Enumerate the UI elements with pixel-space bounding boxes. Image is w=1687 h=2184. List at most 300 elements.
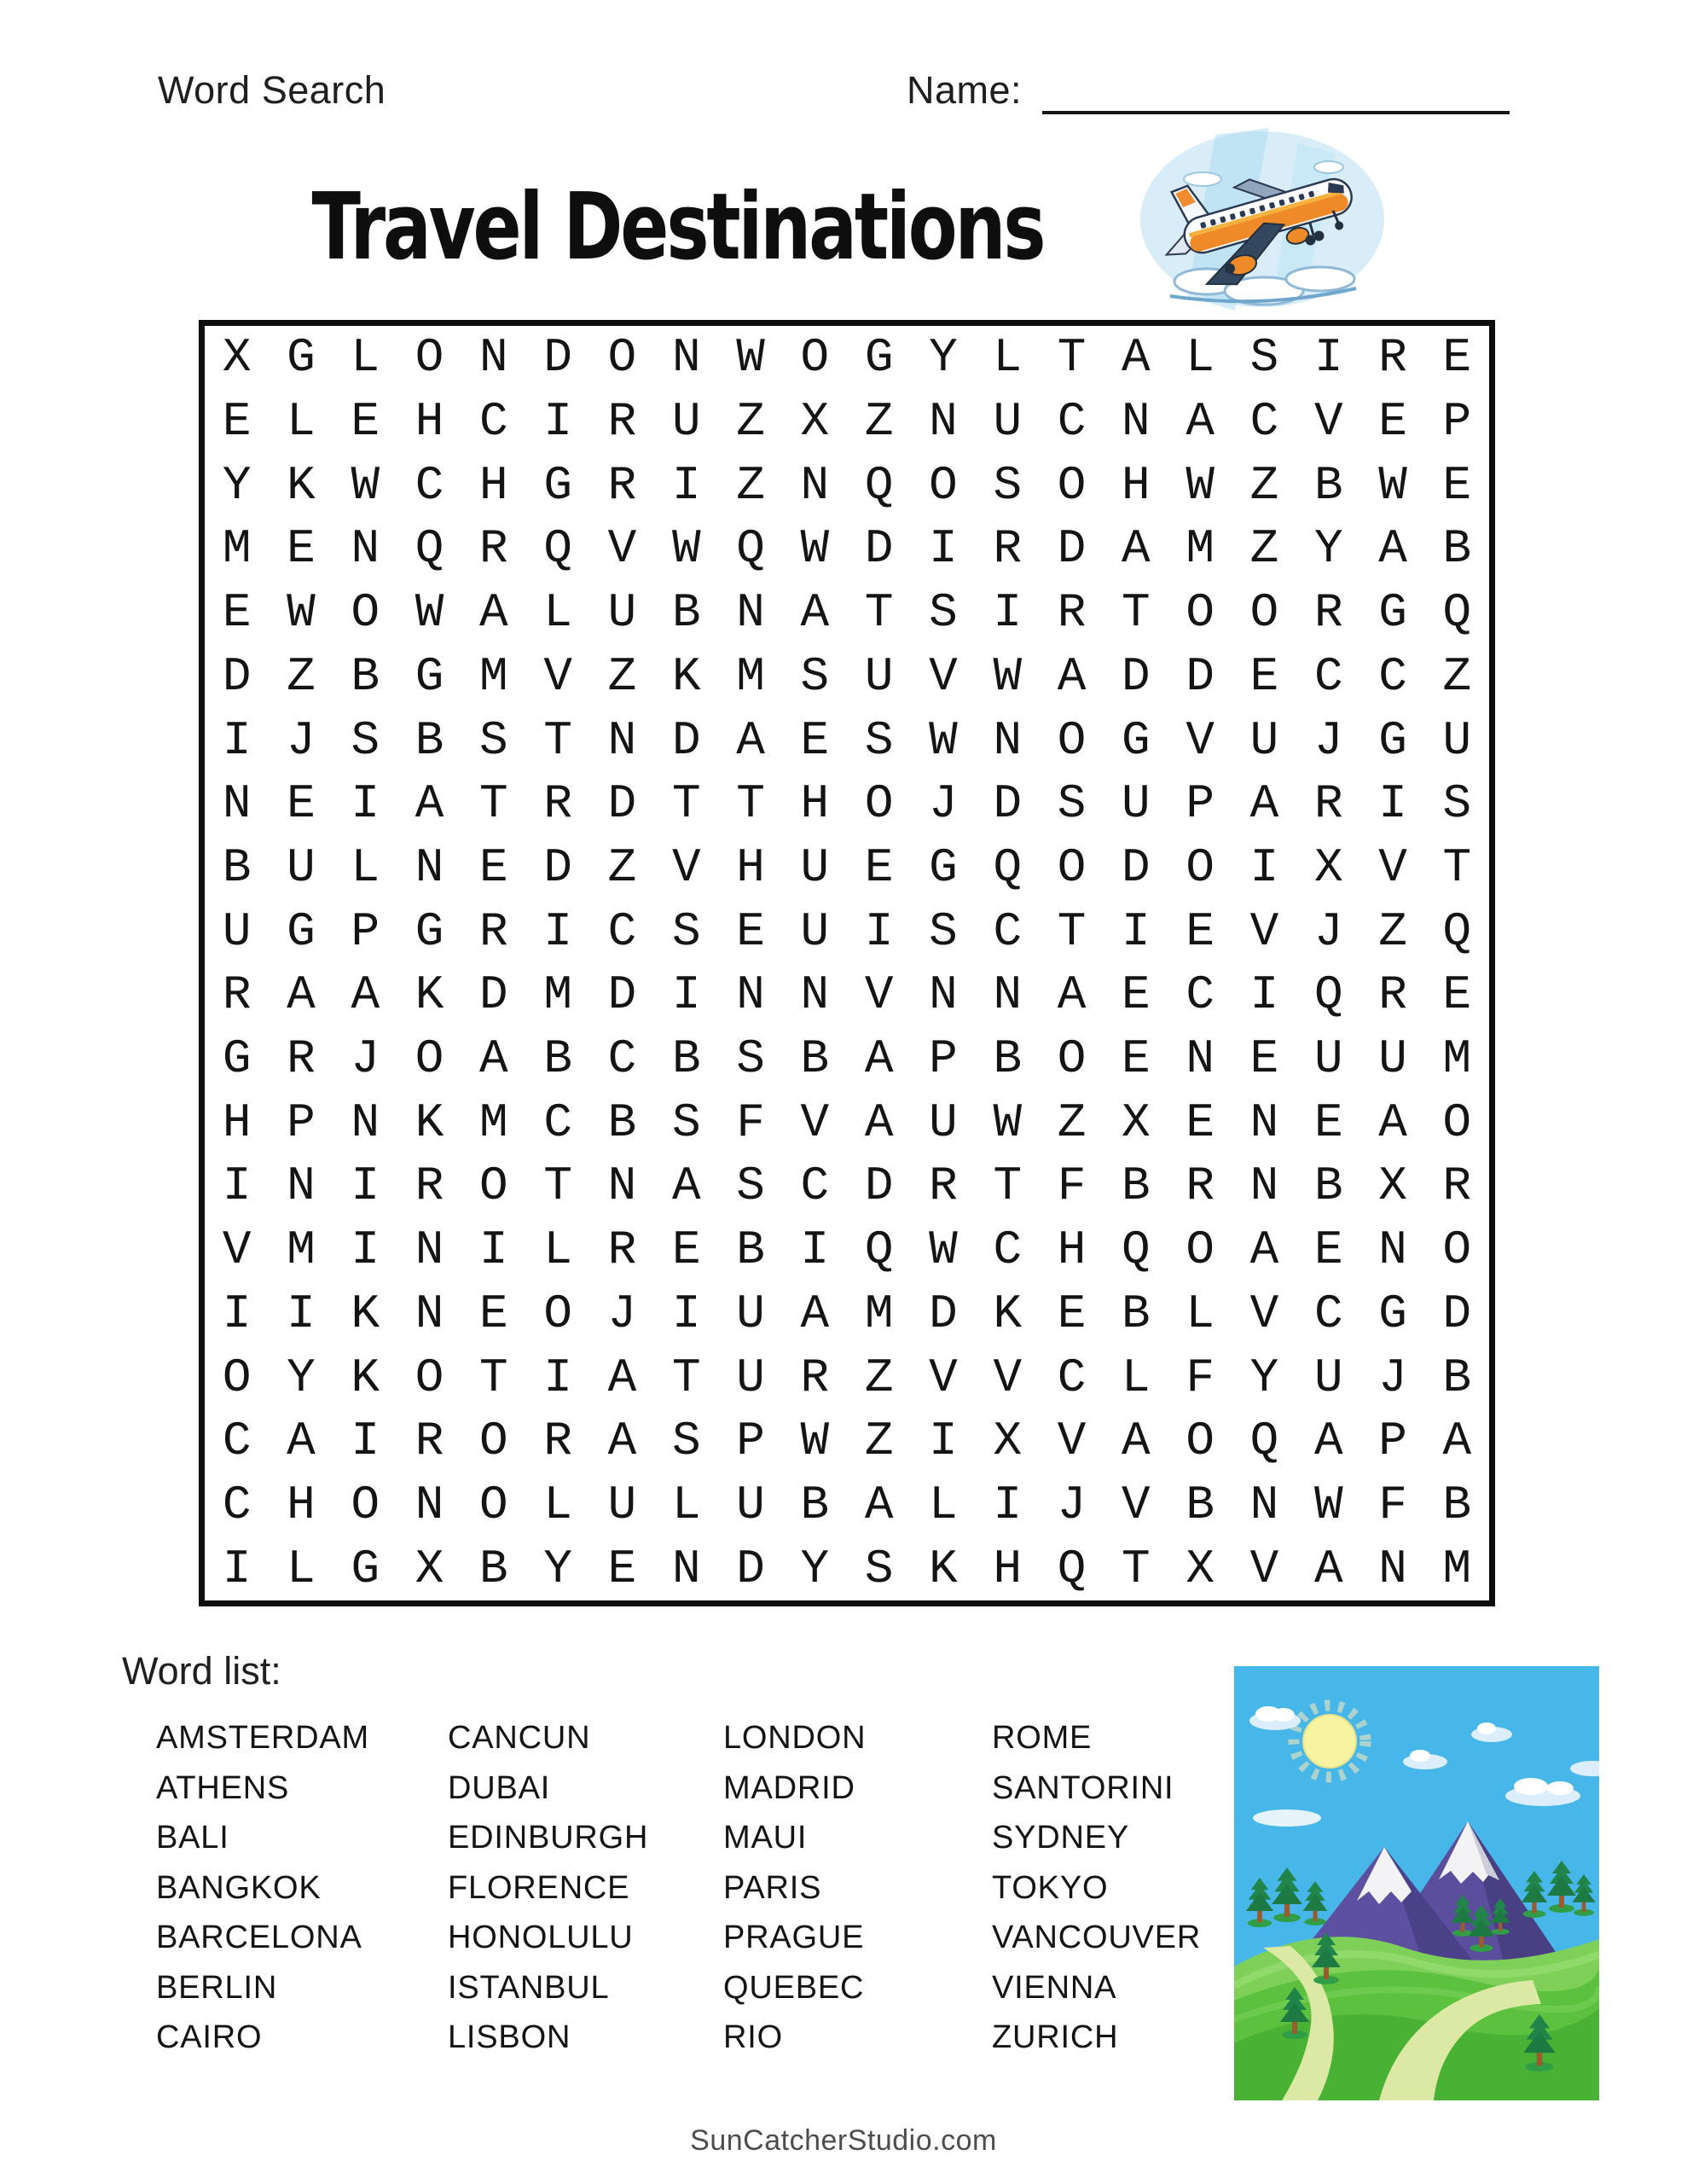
grid-cell: E [1442, 330, 1472, 386]
grid-cell: R [415, 1414, 444, 1469]
word-item: ATHENS [156, 1769, 290, 1806]
grid-cell: C [1378, 648, 1407, 704]
grid-cell: E [1249, 1031, 1279, 1087]
grid-cell: Z [607, 648, 637, 704]
grid-cell: E [607, 1541, 637, 1596]
word-list-column [448, 1713, 648, 2063]
grid-cell: C [1057, 394, 1087, 450]
grid-cell: V [1249, 903, 1279, 959]
grid-cell: S [1057, 776, 1087, 832]
grid-cell: D [671, 712, 701, 768]
grid-cell: N [287, 1159, 316, 1214]
grid-cell: E [351, 394, 380, 450]
grid-cell: C [993, 1223, 1023, 1278]
word-item: MADRID [723, 1769, 855, 1806]
grid-cell: L [1186, 1286, 1215, 1341]
word-item: DUBAI [448, 1769, 551, 1806]
grid-cell: E [287, 521, 316, 577]
grid-cell: B [351, 648, 380, 704]
grid-cell: U [993, 394, 1023, 450]
grid-cell: Q [415, 521, 444, 577]
word-item: BANGKOK [156, 1869, 322, 1906]
grid-cell: P [1442, 394, 1472, 450]
grid-cell: X [415, 1541, 444, 1596]
grid-cell: Q [1442, 903, 1472, 959]
grid-cell: S [479, 712, 508, 768]
grid-cell: I [543, 903, 572, 959]
grid-cell: O [929, 457, 958, 513]
grid-cell: G [543, 457, 572, 513]
grid-cell: X [993, 1414, 1023, 1469]
grid-cell: X [1186, 1541, 1215, 1596]
grid-cell: O [800, 330, 830, 386]
grid-cell: N [1249, 1477, 1279, 1532]
grid-cell: I [1378, 776, 1407, 832]
grid-cell: E [222, 394, 252, 450]
grid-cell: Z [736, 457, 765, 513]
grid-cell: D [1057, 521, 1087, 577]
grid-cell: A [1186, 394, 1215, 450]
grid-cell: N [607, 1159, 637, 1214]
grid-cell: G [287, 330, 316, 386]
grid-cell: L [351, 839, 380, 895]
word-item: VANCOUVER [992, 1920, 1202, 1955]
grid-cell: D [222, 648, 252, 704]
grid-cell: W [993, 648, 1023, 704]
grid-cell: B [1313, 457, 1343, 513]
grid-cell: N [993, 712, 1023, 768]
grid-cell: S [671, 903, 701, 959]
grid-cell: B [1442, 1350, 1472, 1405]
grid-cell: A [864, 1477, 894, 1532]
grid-cell: R [1378, 330, 1407, 386]
grid-cell: I [287, 1286, 316, 1341]
grid-cell: N [351, 1095, 380, 1150]
grid-cell: J [1378, 1350, 1407, 1405]
grid-cell: X [1313, 839, 1343, 895]
grid-cell: K [351, 1286, 380, 1341]
grid-cell: D [1186, 648, 1215, 704]
grid-cell: N [1249, 1095, 1279, 1150]
grid-cell: I [543, 1350, 572, 1405]
grid-cell: Q [543, 521, 572, 577]
grid-cell: B [800, 1031, 830, 1087]
grid-cell: V [929, 648, 958, 704]
grid-cell: U [1313, 1031, 1343, 1087]
grid-cell: F [736, 1095, 765, 1150]
grid-cell: R [800, 1350, 830, 1405]
grid-cell: O [1186, 1414, 1215, 1469]
grid-cell: N [415, 1477, 444, 1532]
grid-cell: U [287, 839, 316, 895]
grid-cell: I [993, 585, 1023, 641]
grid-cell: O [415, 1031, 444, 1087]
grid-cell: E [1249, 648, 1279, 704]
grid-cell: R [415, 1159, 444, 1214]
grid-cell: O [1186, 839, 1215, 895]
grid-cell: O [1186, 1223, 1215, 1278]
grid-cell: A [864, 1031, 894, 1087]
grid-cell: A [1378, 1095, 1407, 1150]
grid-cell: N [736, 585, 765, 641]
grid-cell: Q [1442, 585, 1472, 641]
grid-cell: V [1378, 839, 1407, 895]
word-item: BALI [156, 1820, 229, 1856]
grid-cell: C [222, 1477, 252, 1532]
grid-cell: L [671, 1477, 701, 1532]
grid-cell: P [736, 1414, 765, 1469]
grid-cell: O [543, 1286, 572, 1341]
grid-cell: B [671, 585, 701, 641]
grid-cell: E [1313, 1223, 1343, 1278]
grid-cell: I [929, 1414, 958, 1469]
grid-cell: M [479, 648, 508, 704]
grid-cell: U [800, 839, 830, 895]
grid-cell: T [479, 776, 508, 832]
grid-cell: I [800, 1223, 830, 1278]
grid-cell: C [1313, 648, 1343, 704]
grid-cell: H [222, 1095, 252, 1150]
grid-cell: M [1442, 1031, 1472, 1087]
word-item: CANCUN [448, 1720, 591, 1756]
grid-cell: C [800, 1159, 830, 1214]
grid-cell: N [736, 967, 765, 1023]
grid-cell: I [222, 712, 252, 768]
word-item: RIO [723, 2019, 783, 2055]
grid-cell: T [671, 776, 701, 832]
grid-cell: B [993, 1031, 1023, 1087]
grid-cell: T [993, 1159, 1023, 1214]
grid-cell: A [1313, 1541, 1343, 1596]
grid-cell: K [415, 1095, 444, 1150]
grid-cell: N [1249, 1159, 1279, 1214]
grid-cell: B [1186, 1477, 1215, 1532]
grid-cell: X [1122, 1095, 1151, 1150]
word-list-column [723, 1713, 866, 2063]
grid-cell: J [1057, 1477, 1087, 1532]
grid-cell: Y [800, 1541, 830, 1596]
grid-cell: P [929, 1031, 958, 1087]
grid-cell: G [929, 839, 958, 895]
grid-cell: N [415, 839, 444, 895]
grid-cell: O [1249, 585, 1279, 641]
grid-cell: D [543, 839, 572, 895]
grid-cell: H [993, 1541, 1023, 1596]
grid-cell: H [1057, 1223, 1087, 1278]
grid-cell: U [1122, 776, 1151, 832]
grid-cell: V [1249, 1541, 1279, 1596]
grid-cell: M [864, 1286, 894, 1341]
worksheet-type-label: Word Search [158, 68, 386, 112]
grid-cell: P [1186, 776, 1215, 832]
grid-cell: O [607, 330, 637, 386]
grid-cell: Y [287, 1350, 316, 1405]
grid-cell: T [479, 1350, 508, 1405]
grid-cell: L [543, 585, 572, 641]
grid-cell: V [671, 839, 701, 895]
grid-cell: O [222, 1350, 252, 1405]
grid-cell: I [222, 1541, 252, 1596]
grid-cell: L [351, 330, 380, 386]
name-blank-line [1042, 60, 1510, 114]
grid-cell: A [415, 776, 444, 832]
grid-cell: E [1378, 394, 1407, 450]
grid-cell: S [671, 1414, 701, 1469]
grid-cell: F [1186, 1350, 1215, 1405]
grid-cell: Z [1378, 903, 1407, 959]
grid-cell: S [929, 585, 958, 641]
grid-cell: K [351, 1350, 380, 1405]
grid-cell: O [415, 330, 444, 386]
grid-cell: U [929, 1095, 958, 1150]
grid-cell: R [607, 1223, 637, 1278]
word-list-label: Word list: [122, 1649, 281, 1693]
word-item: LONDON [723, 1720, 867, 1756]
grid-cell: D [929, 1286, 958, 1341]
grid-cell: I [1249, 967, 1279, 1023]
grid-cell: A [479, 585, 508, 641]
grid-cell: H [415, 394, 444, 450]
grid-cell: D [864, 521, 894, 577]
word-item: HONOLULU [448, 1920, 634, 1955]
grid-cell: O [1057, 457, 1087, 513]
word-item: FLORENCE [448, 1869, 630, 1906]
grid-cell: K [415, 967, 444, 1023]
grid-cell: N [671, 330, 701, 386]
grid-cell: Z [864, 394, 894, 450]
grid-cell: O [479, 1159, 508, 1214]
word-item: EDINBURGH [448, 1820, 649, 1856]
grid-cell: U [222, 903, 252, 959]
grid-cell: E [222, 585, 252, 641]
grid-cell: T [1442, 839, 1472, 895]
grid-cell: E [1442, 457, 1472, 513]
grid-cell: L [929, 1477, 958, 1532]
mountain-landscape-icon [1234, 1666, 1599, 2100]
grid-cell: V [929, 1350, 958, 1405]
grid-cell: L [543, 1223, 572, 1278]
grid-cell: V [1313, 394, 1343, 450]
grid-cell: B [736, 1223, 765, 1278]
grid-cell: W [287, 585, 316, 641]
grid-cell: B [543, 1031, 572, 1087]
grid-cell: B [1122, 1286, 1151, 1341]
grid-cell: X [800, 394, 830, 450]
grid-cell: S [351, 712, 380, 768]
grid-cell: T [1057, 330, 1087, 386]
grid-cell: J [607, 1286, 637, 1341]
grid-cell: C [607, 903, 637, 959]
grid-cell: W [800, 1414, 830, 1469]
grid-cell: N [415, 1223, 444, 1278]
grid-cell: K [671, 648, 701, 704]
grid-cell: R [1378, 967, 1407, 1023]
grid-cell: A [1057, 648, 1087, 704]
grid-cell: N [800, 967, 830, 1023]
grid-cell: V [800, 1095, 830, 1150]
grid-cell: I [929, 521, 958, 577]
grid-cell: R [929, 1159, 958, 1214]
grid-cell: A [800, 1286, 830, 1341]
grid-cell: W [351, 457, 380, 513]
grid-cell: N [351, 521, 380, 577]
grid-cell: S [864, 1541, 894, 1596]
word-list-column [992, 1713, 1201, 2063]
grid-cell: O [864, 776, 894, 832]
grid-cell: B [222, 839, 252, 895]
grid-cell: S [736, 1159, 765, 1214]
grid-cell: H [736, 839, 765, 895]
grid-cell: D [607, 967, 637, 1023]
grid-cell: R [607, 457, 637, 513]
word-item: ROME [992, 1720, 1093, 1756]
page-title: Travel Destinations [311, 174, 1044, 281]
grid-cell: I [993, 1477, 1023, 1532]
grid-cell: A [1378, 521, 1407, 577]
grid-cell: R [287, 1031, 316, 1087]
grid-cell: H [479, 457, 508, 513]
grid-cell: Y [1313, 521, 1343, 577]
grid-cell: O [479, 1477, 508, 1532]
footer-site-text: SunCatcherStudio.com [690, 2124, 997, 2157]
grid-cell: W [800, 521, 830, 577]
grid-cell: C [1186, 967, 1215, 1023]
grid-cell: R [222, 967, 252, 1023]
grid-cell: J [1313, 903, 1343, 959]
grid-cell: O [479, 1414, 508, 1469]
grid-cell: L [287, 1541, 316, 1596]
grid-cell: C [1313, 1286, 1343, 1341]
grid-cell: N [1122, 394, 1151, 450]
grid-cell: G [1122, 712, 1151, 768]
grid-cell: A [351, 967, 380, 1023]
grid-cell: O [1057, 839, 1087, 895]
grid-cell: Z [287, 648, 316, 704]
grid-cell: G [222, 1031, 252, 1087]
grid-cell: E [287, 776, 316, 832]
grid-cell: J [929, 776, 958, 832]
word-list-column [156, 1713, 369, 2063]
grid-cell: K [993, 1286, 1023, 1341]
grid-cell: V [864, 967, 894, 1023]
grid-cell: B [1442, 521, 1472, 577]
grid-cell: Y [543, 1541, 572, 1596]
grid-cell: H [800, 776, 830, 832]
word-item: MAUI [723, 1820, 808, 1856]
grid-cell: I [351, 1223, 380, 1278]
grid-cell: S [800, 648, 830, 704]
grid-cell: E [479, 839, 508, 895]
grid-cell: W [1186, 457, 1215, 513]
grid-cell: U [671, 394, 701, 450]
grid-cell: P [287, 1095, 316, 1150]
grid-cell: B [1442, 1477, 1472, 1532]
grid-cell: D [736, 1541, 765, 1596]
grid-cell: Z [607, 839, 637, 895]
grid-cell: Q [1313, 967, 1343, 1023]
grid-cell: D [543, 330, 572, 386]
grid-cell: I [1313, 330, 1343, 386]
grid-cell: V [1186, 712, 1215, 768]
grid-cell: D [607, 776, 637, 832]
grid-cell: W [993, 1095, 1023, 1150]
grid-cell: E [479, 1286, 508, 1341]
grid-cell: B [671, 1031, 701, 1087]
grid-cell: A [736, 712, 765, 768]
grid-cell: O [1442, 1223, 1472, 1278]
grid-cell: C [1249, 394, 1279, 450]
grid-cell: Q [864, 1223, 894, 1278]
grid-cell: I [222, 1159, 252, 1214]
grid-cell: I [351, 776, 380, 832]
grid-cell: F [1378, 1477, 1407, 1532]
grid-cell: K [287, 457, 316, 513]
grid-cell: V [543, 648, 572, 704]
grid-cell: L [993, 330, 1023, 386]
grid-cell: N [607, 712, 637, 768]
grid-cell: G [415, 903, 444, 959]
grid-cell: N [929, 394, 958, 450]
grid-cell: R [479, 521, 508, 577]
grid-cell: P [1378, 1414, 1407, 1469]
grid-cell: W [415, 585, 444, 641]
grid-cell: N [800, 457, 830, 513]
word-item: AMSTERDAM [156, 1720, 369, 1756]
grid-cell: C [607, 1031, 637, 1087]
grid-cell: V [1249, 1286, 1279, 1341]
grid-cell: U [1313, 1350, 1343, 1405]
grid-cell: O [1186, 585, 1215, 641]
grid-cell: S [993, 457, 1023, 513]
grid-cell: A [1057, 967, 1087, 1023]
word-item: CAIRO [156, 2019, 263, 2055]
grid-cell: A [287, 967, 316, 1023]
grid-cell: H [1122, 457, 1151, 513]
grid-cell: I [543, 394, 572, 450]
grid-cell: G [351, 1541, 380, 1596]
grid-cell: O [351, 1477, 380, 1532]
grid-cell: A [287, 1414, 316, 1469]
grid-cell: N [1186, 1031, 1215, 1087]
grid-cell: U [1378, 1031, 1407, 1087]
grid-cell: J [287, 712, 316, 768]
word-item: BARCELONA [156, 1920, 362, 1955]
grid-cell: W [736, 330, 765, 386]
grid-cell: N [415, 1286, 444, 1341]
grid-cell: A [1313, 1414, 1343, 1469]
grid-cell: R [607, 394, 637, 450]
grid-cell: R [1442, 1159, 1472, 1214]
grid-cell: A [607, 1414, 637, 1469]
grid-cell: I [351, 1414, 380, 1469]
grid-cell: R [479, 903, 508, 959]
grid-cell: R [1186, 1159, 1215, 1214]
word-item: ZURICH [992, 2019, 1119, 2055]
grid-cell: I [671, 457, 701, 513]
grid-cell: E [671, 1223, 701, 1278]
grid-cell: F [1057, 1159, 1087, 1214]
grid-cell: S [1249, 330, 1279, 386]
grid-cell: Z [864, 1350, 894, 1405]
grid-cell: K [929, 1541, 958, 1596]
grid-cell: B [1122, 1159, 1151, 1214]
grid-cell: J [351, 1031, 380, 1087]
grid-cell: Q [1122, 1223, 1151, 1278]
grid-cell: I [222, 1286, 252, 1341]
grid-cell: S [929, 903, 958, 959]
grid-cell: Q [864, 457, 894, 513]
word-item: PRAGUE [723, 1920, 865, 1955]
